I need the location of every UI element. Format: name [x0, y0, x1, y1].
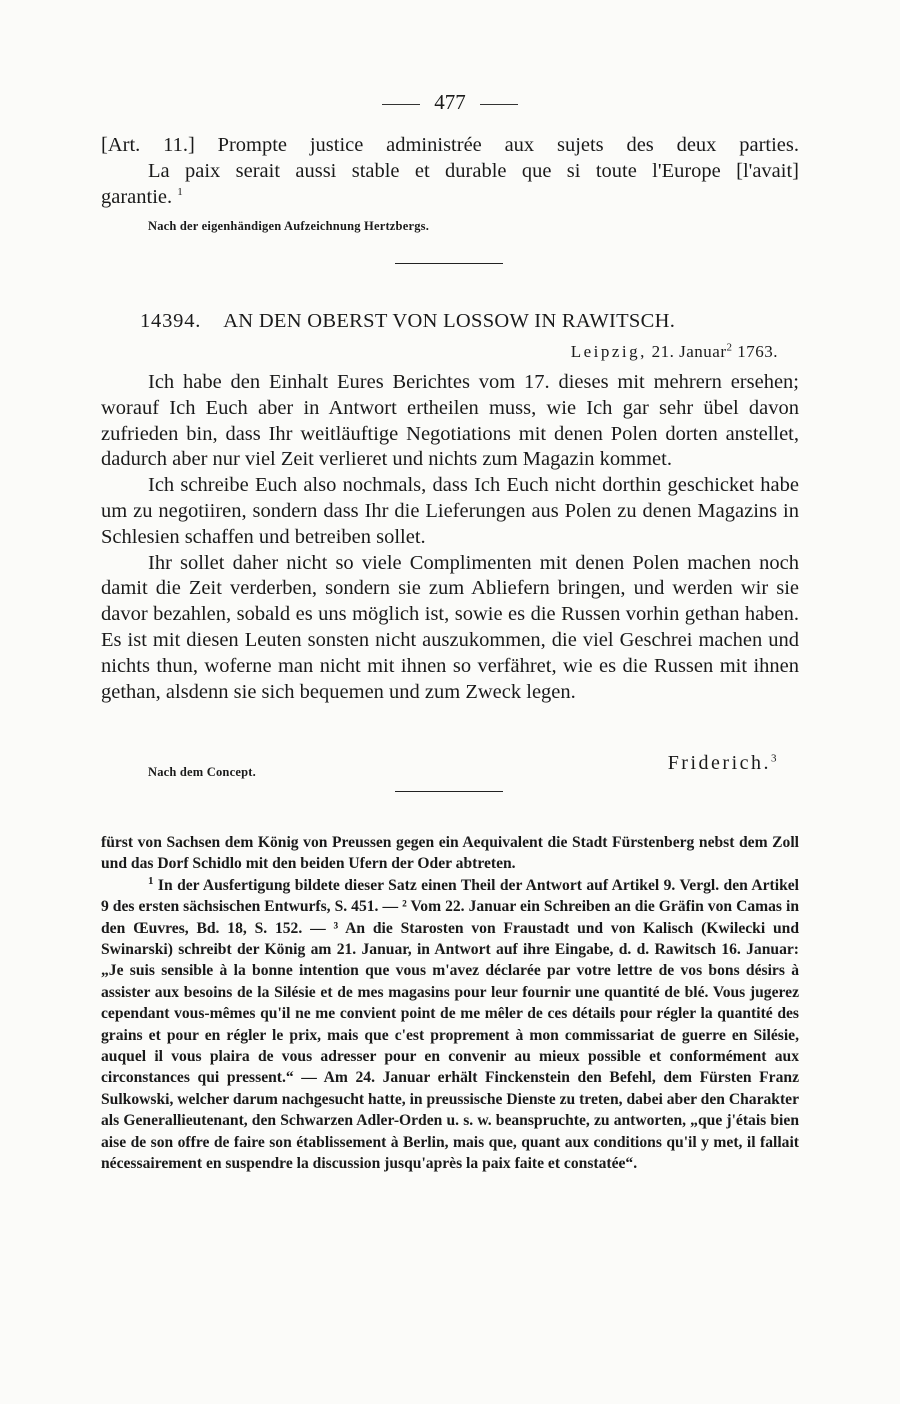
footnote-continuation: fürst von Sachsen dem König von Preussen gegen ein Aequivalent die Stadt Fürstenberg nebst dem Zoll und das Dorf Schidlo mit den beiden Ufern der Oder abtreten. [101, 834, 799, 873]
footnote-ref-1: 1 [177, 185, 183, 198]
separator-rule-2 [395, 791, 503, 792]
footnotes [101, 832, 799, 1175]
top-text-line-1: [Art. 11.] Prompte justice administrée aux sujets des deux parties. [101, 134, 799, 156]
footnote-list [101, 875, 799, 1175]
separator-rule-1 [395, 263, 503, 264]
header-dash-left [382, 104, 420, 105]
page-number: 477 [434, 90, 466, 114]
header-dash-right [480, 104, 518, 105]
letter-date-day: 21. Januar [651, 342, 727, 361]
page-header [0, 90, 900, 115]
top-text [101, 133, 799, 210]
letter-dateline [571, 342, 778, 362]
letter-body [101, 370, 799, 705]
letter-paragraph-1: Ich habe den Einhalt Eures Berichtes vom 17. dieses mit mehrern ersehen; worauf Ich Euch aber in Antwort ertheilen muss, wie Ich gar sehr übel davon zufrieden bin, dass Ihr weitläuftige Negotiations mit denen Polen dorten anstellet, dadurch aber nur viel Zeit verlieret und nichts zum Magazin kommet. [101, 371, 799, 471]
top-text-line-3 [101, 185, 799, 211]
letter-signature [668, 752, 779, 775]
letter-title: AN DEN OBERST VON LOSSOW IN RAWITSCH. [223, 310, 676, 332]
top-text-line-3-text: garantie. [101, 185, 173, 208]
letter-heading [140, 310, 675, 333]
letter-number: 14394. [140, 310, 202, 332]
top-text-line-2: La paix serait aussi stable et durable que si toute l'Europe [l'avait] [148, 159, 799, 182]
letter-place: Leipzig, [570, 342, 647, 361]
footnote-marker-1: 1 [148, 874, 154, 887]
source-note-2: Nach dem Concept. [148, 765, 256, 779]
footnote-text: In der Ausfertigung bildete dieser Satz einen Theil der Antwort auf Artikel 9. Vergl. den Artikel 9 des ersten sächsischen Entwurfs, S. 451. — ² Vom 22. Januar ein Schreiben an die Gräfin von Camas in den Œuvres, Bd. 18, S. 152. — ³ An die Starosten von Fraustadt und von Kalisch (Kwilecki und Swinarski) schreibt der König am 21. Januar, in Antwort auf ihre Eingabe, d. d. Rawitsch 16. Januar: „Je suis sensible à la bonne intention que vous m'avez déclarée par votre lettre de vos bons désirs à assister aux besoins de la Silésie et de mes magasins pour leur fournir une quantité de blé. Vous jugerez cependant vous-mêmes qu'il ne me convient point de me mêler de ces détails pour régler la quantité des grains et pour en régler le prix, mais que c'est proprement à mon commissariat de guerre en Silésie, auquel il vous plaira de vous adresser pour en convenir au mieux possible et conformément aux circonstances qui pressent.“ — Am 24. Januar erhält Finckenstein den Befehl, dem Fürsten Franz Sulkowski, welcher darum nachgesucht hatte, in preussische Dienste zu treten, dabei aber den Charakter als Generallieutenant, den Schwarzen Adler-Orden u. s. w. beanspruchte, zu antworten, „que j'étais bien aise de son offre de faire son établissement à Berlin, mais que, quant aux conditions qu'il y met, il fallait nécessairement en suspendre la discussion jusqu'après la paix faite et constatée“. [101, 876, 800, 1173]
letter-paragraph-3: Ihr sollet daher nicht so viele Complimenten mit denen Polen machen noch damit die Zeit verderben, sondern sie zum Abliefern bringen, und werden wir sie davor bezahlen, sobald es uns möglich ist, sowie es die Russen vorhin gethan haben. Es ist mit diesen Leuten sonsten nicht auszukommen, die viel Geschrei machen und nichts thun, woferne man nicht mit ihnen so verfähret, wie es die Russen mit ihnen gethan, alsdenn sie sich bequemen und zum Zweck legen. [101, 551, 799, 703]
footnote-ref-3: 3 [771, 752, 779, 765]
source-note-1: Nach der eigenhändigen Aufzeichnung Hertzbergs. [148, 219, 430, 233]
letter-paragraph-2: Ich schreibe Euch also nochmals, dass Ich Euch nicht dorthin geschicket habe um zu negotiiren, sondern dass Ihr die Lieferungen aus Polen zu denen Magazins in Schlesien schaffen und betreiben sollet. [101, 474, 799, 548]
footnote-ref-2: 2 [726, 341, 733, 354]
signature-name: Friderich. [667, 752, 771, 774]
letter-date-year: 1763. [737, 342, 778, 361]
